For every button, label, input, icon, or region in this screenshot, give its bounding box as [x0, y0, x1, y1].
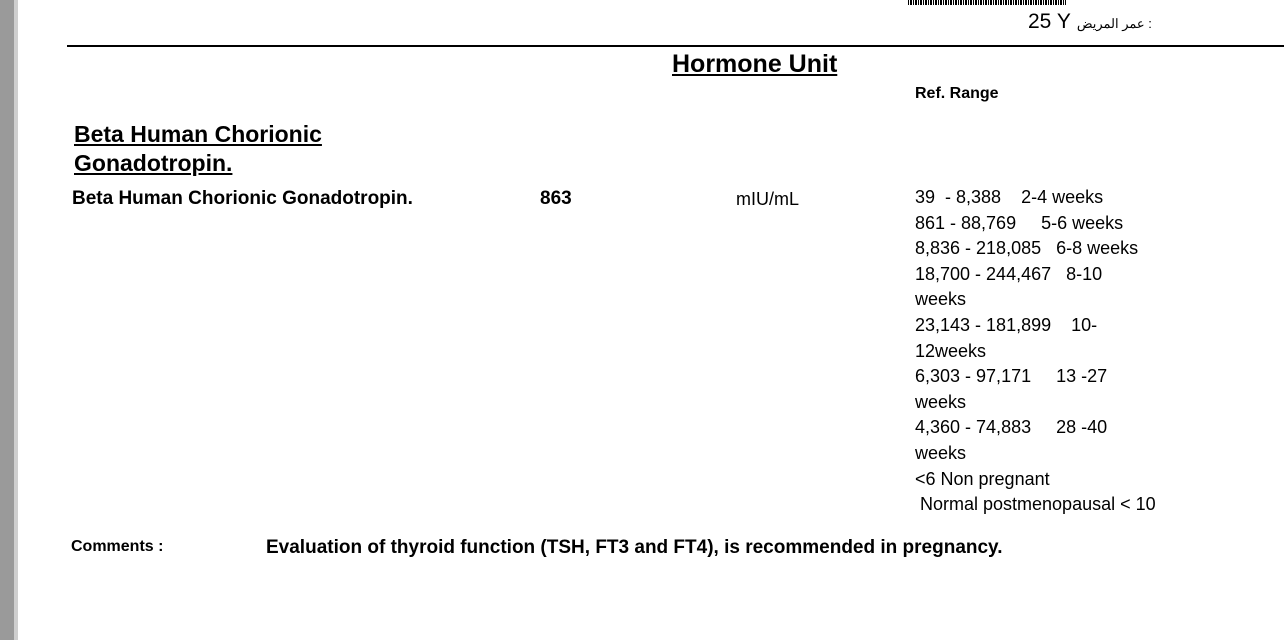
patient-age [1028, 10, 1188, 36]
test-group-title: Beta Human Chorionic Gonadotropin. [74, 121, 322, 176]
ref-line: 4,360 - 74,883 28 -40 [915, 417, 1108, 438]
ref-line: 8,836 - 218,085 6-8 weeks [915, 238, 1139, 259]
section-title: Hormone Unit [672, 50, 838, 78]
test-unit: mIU/mL [736, 189, 799, 209]
ref-line: weeks [915, 442, 967, 463]
page-left-border-shadow [14, 0, 18, 640]
ref-line: 39 - 8,388 2-4 weeks [915, 187, 1104, 207]
comments-text: Evaluation of thyroid function (TSH, FT3 and FT4), is recommended in pregnancy. [266, 537, 1003, 558]
ref-line: weeks [915, 289, 967, 310]
reference-range [915, 185, 1215, 518]
ref-line: 12weeks [915, 340, 987, 361]
comments-label: Comments : [71, 538, 164, 555]
ref-line: 861 - 88,769 5-6 weeks [915, 212, 1124, 233]
ref-range-header: Ref. Range [915, 85, 999, 102]
ref-line: 18,700 - 244,467 8-10 [915, 263, 1103, 284]
barcode-strip [908, 0, 1066, 5]
ref-line: 23,143 - 181,899 10- [915, 314, 1098, 335]
ref-line: <6 Non pregnant [915, 468, 1050, 489]
test-result: 863 [540, 188, 572, 209]
test-name: Beta Human Chorionic Gonadotropin. [72, 188, 413, 209]
ref-line: weeks [915, 391, 967, 412]
page-left-border [0, 0, 14, 640]
ref-line: 6,303 - 97,171 13 -27 [915, 366, 1108, 387]
header-divider [67, 45, 1284, 47]
ref-line: Normal postmenopausal < 10 [915, 494, 1156, 515]
patient-age-label: : عمر المريض [1076, 16, 1152, 31]
patient-age-value: 25 Y [1028, 10, 1071, 33]
